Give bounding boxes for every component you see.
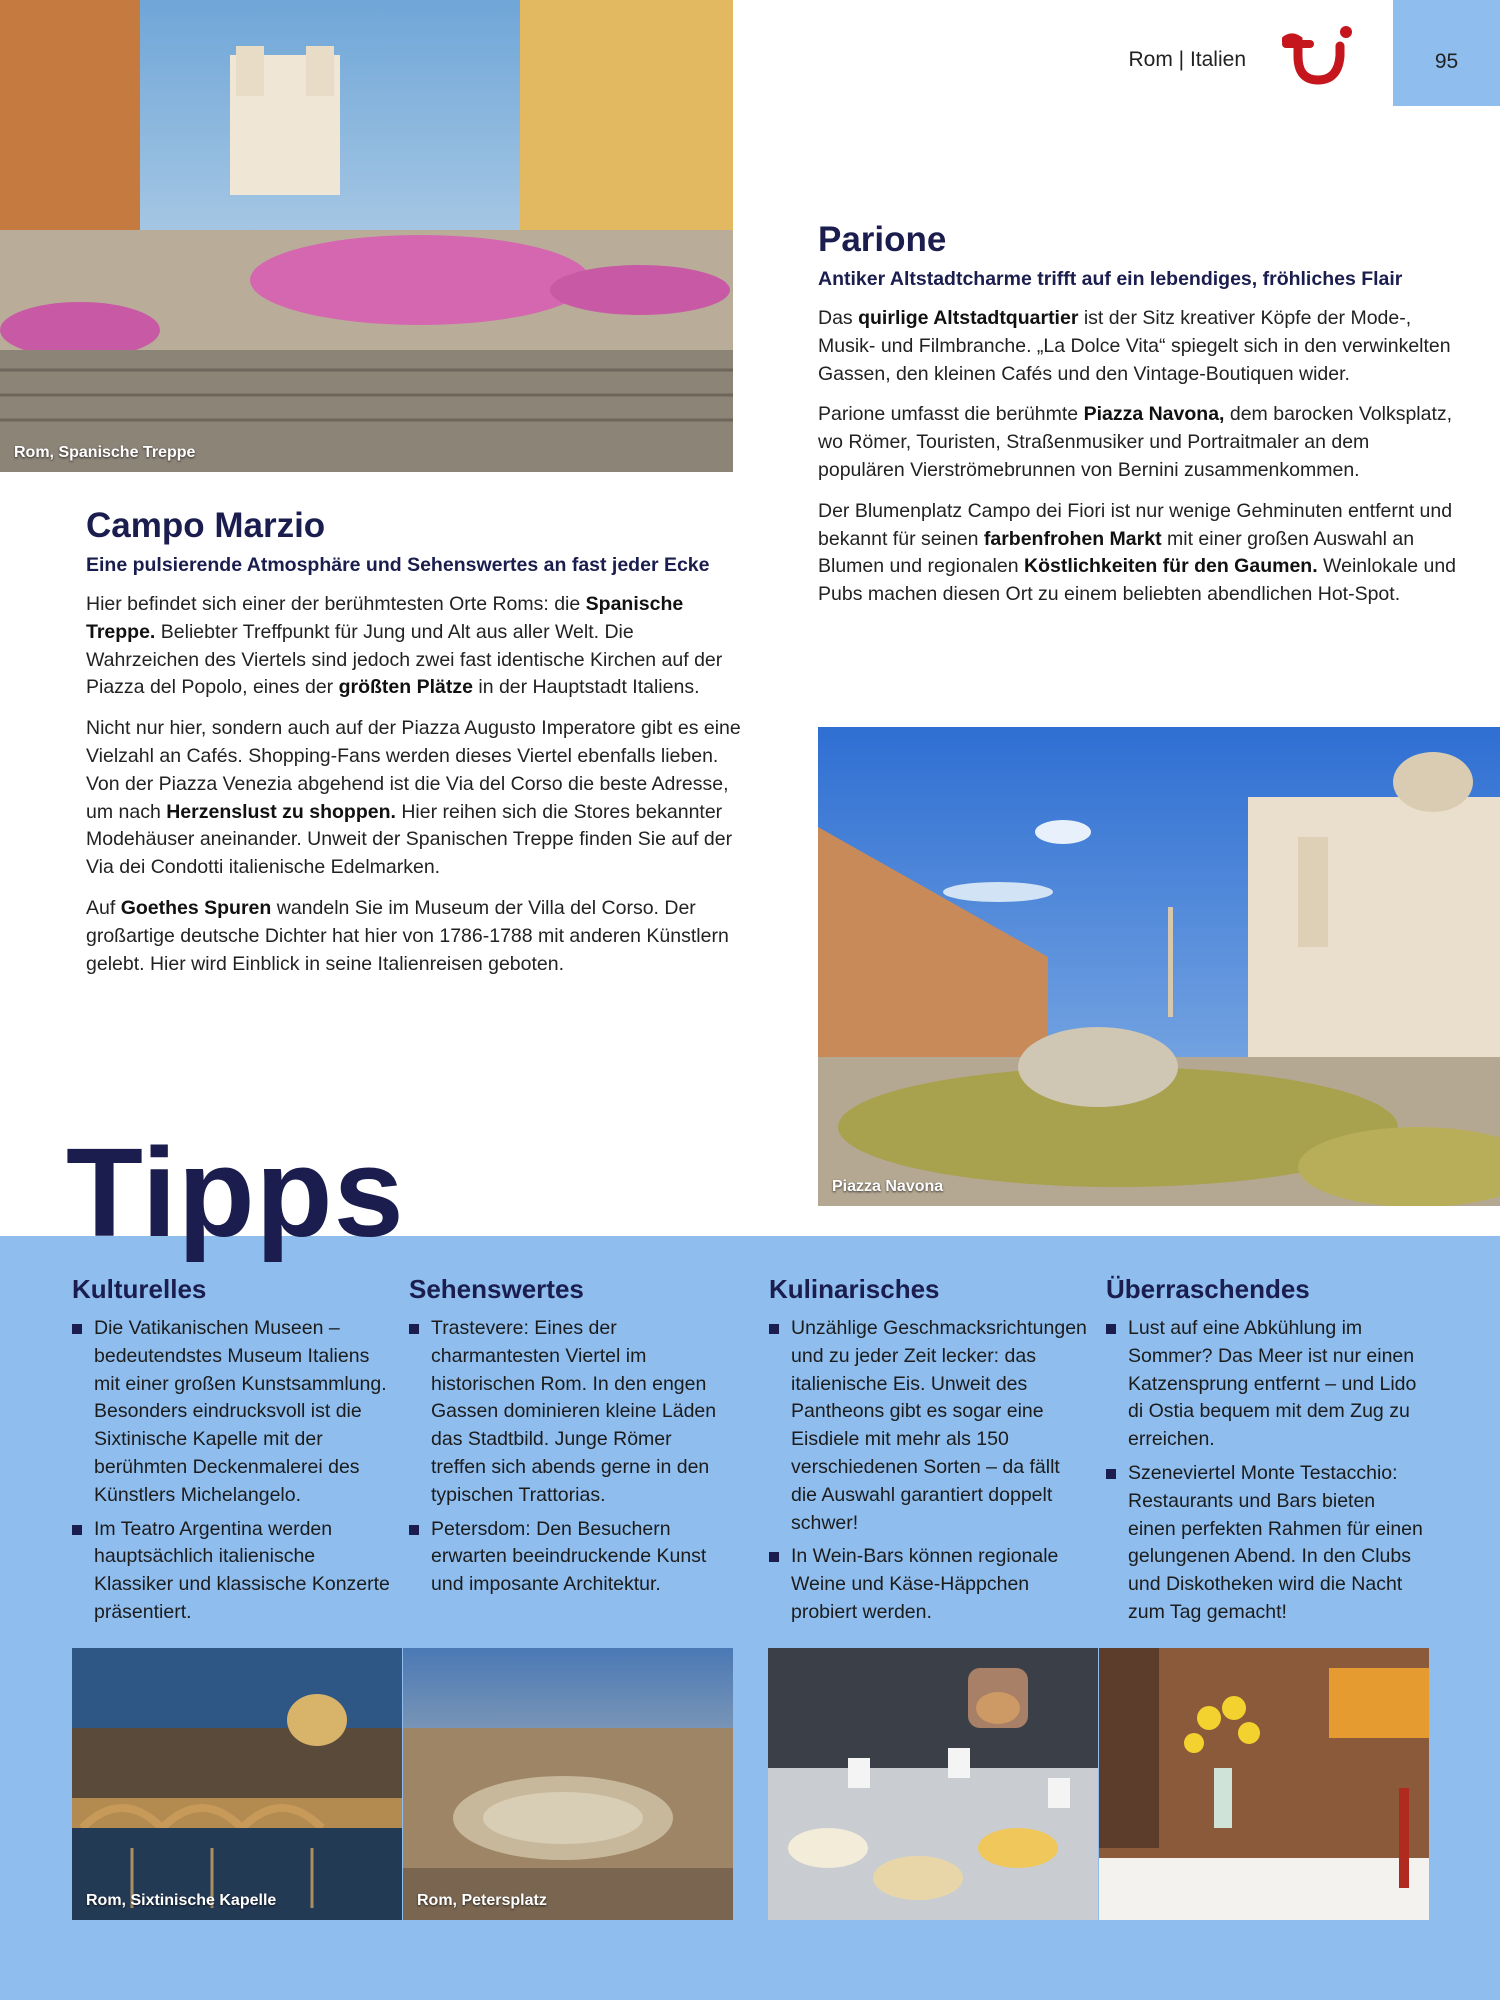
- caption-spanish-steps: Rom, Spanische Treppe: [14, 444, 196, 461]
- photo-spanish-steps: [0, 0, 733, 472]
- caption-petersplatz: Rom, Petersplatz: [417, 1892, 547, 1909]
- tips-item: Trastevere: Eines der charmantesten Viertel im historischen Rom. In den engen Gassen dominieren kleine Läden das Stadtbild. Junge Römer treffen sich abends gerne in den typischen Trattorias.: [409, 1315, 729, 1510]
- tips-column-kulturelles: [72, 1274, 392, 1633]
- tips-column-title: Kulinarisches: [769, 1274, 940, 1304]
- page-number-box: [1393, 0, 1500, 106]
- tips-item: Lust auf eine Abkühlung im Sommer? Das Meer ist nur einen Katzensprung entfernt – und Lido di Ostia bequem mit dem Zug zu erreichen.: [1106, 1315, 1426, 1454]
- section-parione: [818, 220, 1458, 622]
- caption-sixtinische-kapelle: Rom, Sixtinische Kapelle: [86, 1892, 277, 1909]
- tui-logo: [1282, 22, 1362, 92]
- parione-title: Parione: [818, 220, 947, 259]
- photo-piazza-navona: [818, 727, 1500, 1206]
- tips-item: Die Vatikanischen Museen – bedeutendstes Museum Italiens mit einer großen Kunstsammlung. Besonders eindrucksvoll ist die Sixtinische Kapelle mit der berühmten Deckenmalerei des Künstlers Michelangelo.: [72, 1315, 392, 1510]
- tips-column-ueberraschendes: [1106, 1274, 1426, 1633]
- campo-title: Campo Marzio: [86, 506, 326, 545]
- tips-column-title: Sehenswertes: [409, 1274, 584, 1304]
- tips-heading: Tipps: [66, 1122, 405, 1263]
- photo-petersplatz: [403, 1648, 733, 1920]
- tips-item: Im Teatro Argentina werden hauptsächlich italienische Klassiker und klassische Konzerte präsentiert.: [72, 1516, 392, 1627]
- parione-paragraph-2: Parione umfasst die berühmte Piazza Navona, dem barocken Volksplatz, wo Römer, Touristen, Straßenmusiker und Portraitmaler an dem populären Vierströmebrunnen von Bernini zusammenkommen.: [818, 403, 1453, 481]
- tips-column-sehenswertes: [409, 1274, 729, 1605]
- parione-paragraph-3: Der Blumenplatz Campo dei Fiori ist nur wenige Gehminuten entfernt und bekannt für seinen farbenfrohen Markt mit einer großen Auswahl an Blumen und regionalen Köstlichkeiten für den Gaumen. Weinlokale und Pubs machen diesen Ort zu einem beliebten abendlichen Hot-Spot.: [818, 499, 1457, 606]
- tips-item: Unzählige Geschmacksrichtungen und zu jeder Zeit lecker: das italienische Eis. Unweit des Pantheons gibt es sogar eine Eisdiele mit mehr als 150 verschiedenen Sorten – da fällt die Auswahl garantiert doppelt schwer!: [769, 1315, 1089, 1537]
- tips-item: Petersdom: Den Besuchern erwarten beeindruckende Kunst und imposante Architektur.: [409, 1516, 729, 1599]
- page-number: 95: [1434, 50, 1459, 73]
- caption-piazza-navona: Piazza Navona: [832, 1178, 944, 1195]
- tips-column-kulinarisches: [769, 1274, 1089, 1633]
- campo-paragraph-3: Auf Goethes Spuren wandeln Sie im Museum der Villa del Corso. Der großartige deutsche Dichter hat hier von 1786-1788 mit anderen Künstlern gelebt. Hier wird Einblick in seine Italienreisen geboten.: [86, 896, 729, 975]
- photo-gelato: [768, 1648, 1098, 1920]
- tips-item: Szeneviertel Monte Testacchio: Restaurants und Bars bieten einen perfekten Rahmen für einen gelungenen Abend. In den Clubs und Diskotheken wird die Nacht zum Tag gemacht!: [1106, 1460, 1426, 1627]
- photo-sixtinische-kapelle: [72, 1648, 402, 1920]
- campo-paragraph-1: Hier befindet sich einer der berühmtesten Orte Roms: die Spanische Treppe. Beliebter Treffpunkt für Jung und Alt aus aller Welt. Die Wahrzeichen des Viertels sind jedoch zwei fast identische Kirchen auf der Piazza del Popolo, eines der größten Plätze in der Hauptstadt Italiens.: [86, 593, 723, 699]
- campo-subtitle: Eine pulsierende Atmosphäre und Sehenswertes an fast jeder Ecke: [86, 554, 710, 576]
- photo-restaurant: [1099, 1648, 1429, 1920]
- section-campo-marzio: [86, 506, 746, 991]
- tips-item: In Wein-Bars können regionale Weine und Käse-Häppchen probiert werden.: [769, 1543, 1089, 1626]
- campo-paragraph-2: Nicht nur hier, sondern auch auf der Piazza Augusto Imperatore gibt es eine Vielzahl an Cafés. Shopping-Fans werden dieses Viertel ebenfalls lieben. Von der Piazza Venezia abgehend ist die Via del Corso die beste Adresse, um nach Herzenslust zu shoppen. Hier reihen sich die Stores bekannter Modehäuser aneinander. Unweit der Spanischen Treppe finden Sie auf der Via dei Condotti italienische Edelmarken.: [86, 717, 741, 879]
- tips-column-title: Überraschendes: [1106, 1274, 1310, 1304]
- tips-column-title: Kulturelles: [72, 1274, 207, 1304]
- header-location: Rom | Italien: [1128, 48, 1246, 71]
- parione-paragraph-1: Das quirlige Altstadtquartier ist der Sitz kreativer Köpfe der Mode-, Musik- und Filmbranche. „La Dolce Vita“ spiegelt sich in den verwinkelten Gassen, den kleinen Cafés und den Vintage-Boutiquen wider.: [818, 307, 1451, 385]
- parione-subtitle: Antiker Altstadtcharme trifft auf ein lebendiges, fröhliches Flair: [818, 268, 1403, 290]
